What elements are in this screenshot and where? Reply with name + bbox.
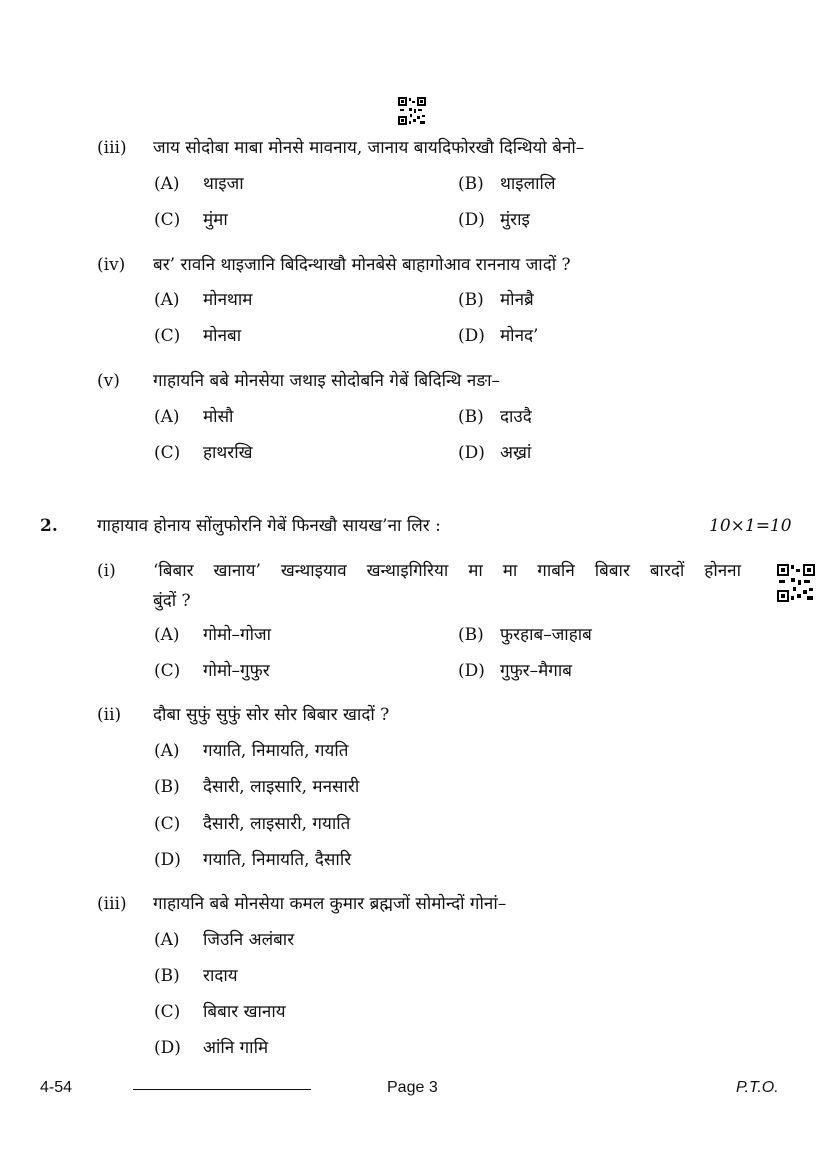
- question-text: गाहायनि बबे मोनसेया जथाइ सोदोबनि गेबें बिदिन्थि नङा–: [153, 371, 500, 391]
- option-text: मोनद’: [500, 326, 539, 346]
- question-text-line2: बुंदों ?: [153, 591, 191, 611]
- paper-code: 4-54: [40, 1079, 73, 1096]
- section-instruction: गाहायाव होनाय सोंलुफोरनि गेबें फिनखौ सायख’ना लिर :: [97, 516, 441, 536]
- option-text: दाउदै: [500, 407, 532, 427]
- option-label: (B): [458, 174, 484, 194]
- question-number: (iv): [97, 255, 126, 275]
- option-label: (A): [154, 625, 180, 645]
- option-label: (D): [458, 326, 485, 346]
- option-label: (D): [458, 443, 485, 463]
- question-number: (v): [97, 371, 120, 391]
- option-label: (C): [154, 210, 181, 230]
- option-text: रादाय: [203, 966, 238, 986]
- option-label: (D): [154, 1038, 181, 1058]
- option-text: थाइजा: [203, 174, 244, 194]
- option-label: (A): [154, 741, 180, 761]
- option-text: बिबार खानाय: [203, 1002, 286, 1022]
- option-text: मोसौ: [203, 407, 234, 427]
- option-text: मोनबा: [203, 326, 242, 346]
- option-text: फुरहाब–जाहाब: [500, 625, 592, 645]
- option-text: गयाति, निमायति, गयति: [203, 741, 349, 761]
- option-text: अख्रां: [500, 443, 532, 463]
- question-number: (ii): [97, 705, 122, 725]
- option-label: (C): [154, 326, 181, 346]
- option-text: आंनि गामि: [203, 1038, 269, 1058]
- option-label: (C): [154, 661, 181, 681]
- option-text: गयाति, निमायति, दैसारि: [203, 850, 352, 870]
- option-label: (B): [458, 407, 484, 427]
- option-text: दैसारी, लाइसारी, गयाति: [203, 814, 351, 834]
- option-label: (A): [154, 290, 180, 310]
- question-text: जाय सोदोबा माबा मोनसे मावनाय, जानाय बायदिफोरखौ दिन्थियो बेनो–: [153, 138, 585, 158]
- option-label: (B): [458, 290, 484, 310]
- option-label: (C): [154, 443, 181, 463]
- question-text: बर’ रावनि थाइजानि बिदिन्थाखौ मोनबेसे बाहागोआव राननाय जादों ?: [153, 255, 571, 275]
- option-label: (A): [154, 174, 180, 194]
- question-number: (iii): [97, 894, 127, 914]
- pto-label: P.T.O.: [736, 1079, 779, 1096]
- option-text: मुंराइ: [500, 210, 530, 230]
- qr-code-icon: [777, 564, 815, 602]
- option-text: दैसारी, लाइसारि, मनसारी: [203, 777, 360, 797]
- question-text: गाहायनि बबे मोनसेया कमल कुमार ब्रह्मजों सोमोन्दों गोनां–: [153, 894, 507, 914]
- option-text: हाथरखि: [203, 443, 253, 463]
- question-number: (i): [97, 561, 116, 581]
- option-text: जिउनि अलंबार: [203, 930, 295, 950]
- option-label: (D): [154, 850, 181, 870]
- option-label: (B): [154, 966, 180, 986]
- option-text: मुंमा: [203, 210, 228, 230]
- option-label: (A): [154, 407, 180, 427]
- option-label: (A): [154, 930, 180, 950]
- option-text: मोनथाम: [203, 290, 253, 310]
- footer-divider: [133, 1089, 311, 1090]
- option-label: (D): [458, 661, 485, 681]
- option-label: (C): [154, 1002, 181, 1022]
- option-label: (B): [458, 625, 484, 645]
- question-number: (iii): [97, 138, 127, 158]
- option-text: गुफुर–मैगाब: [500, 661, 572, 681]
- qr-code-icon: [398, 97, 426, 125]
- option-text: गोमो–गोजा: [203, 625, 272, 645]
- marks-label: 10×1=10: [709, 516, 792, 536]
- option-text: थाइलालि: [500, 174, 556, 194]
- question-text: दौबा सुफुं सुफुं सोर सोर बिबार खादों ?: [153, 705, 390, 725]
- question-text-line1: ‘बिबार खानाय’ खन्थाइयाव खन्थाइगिरिया मा मा गाबनि बिबार बारदों होनना: [153, 561, 741, 581]
- option-label: (C): [154, 814, 181, 834]
- option-label: (B): [154, 777, 180, 797]
- section-number: 2.: [40, 516, 58, 536]
- page-number: Page 3: [387, 1079, 438, 1096]
- option-text: मोनब्रै: [500, 290, 534, 310]
- option-label: (D): [458, 210, 485, 230]
- option-text: गोमो–गुफुर: [203, 661, 270, 681]
